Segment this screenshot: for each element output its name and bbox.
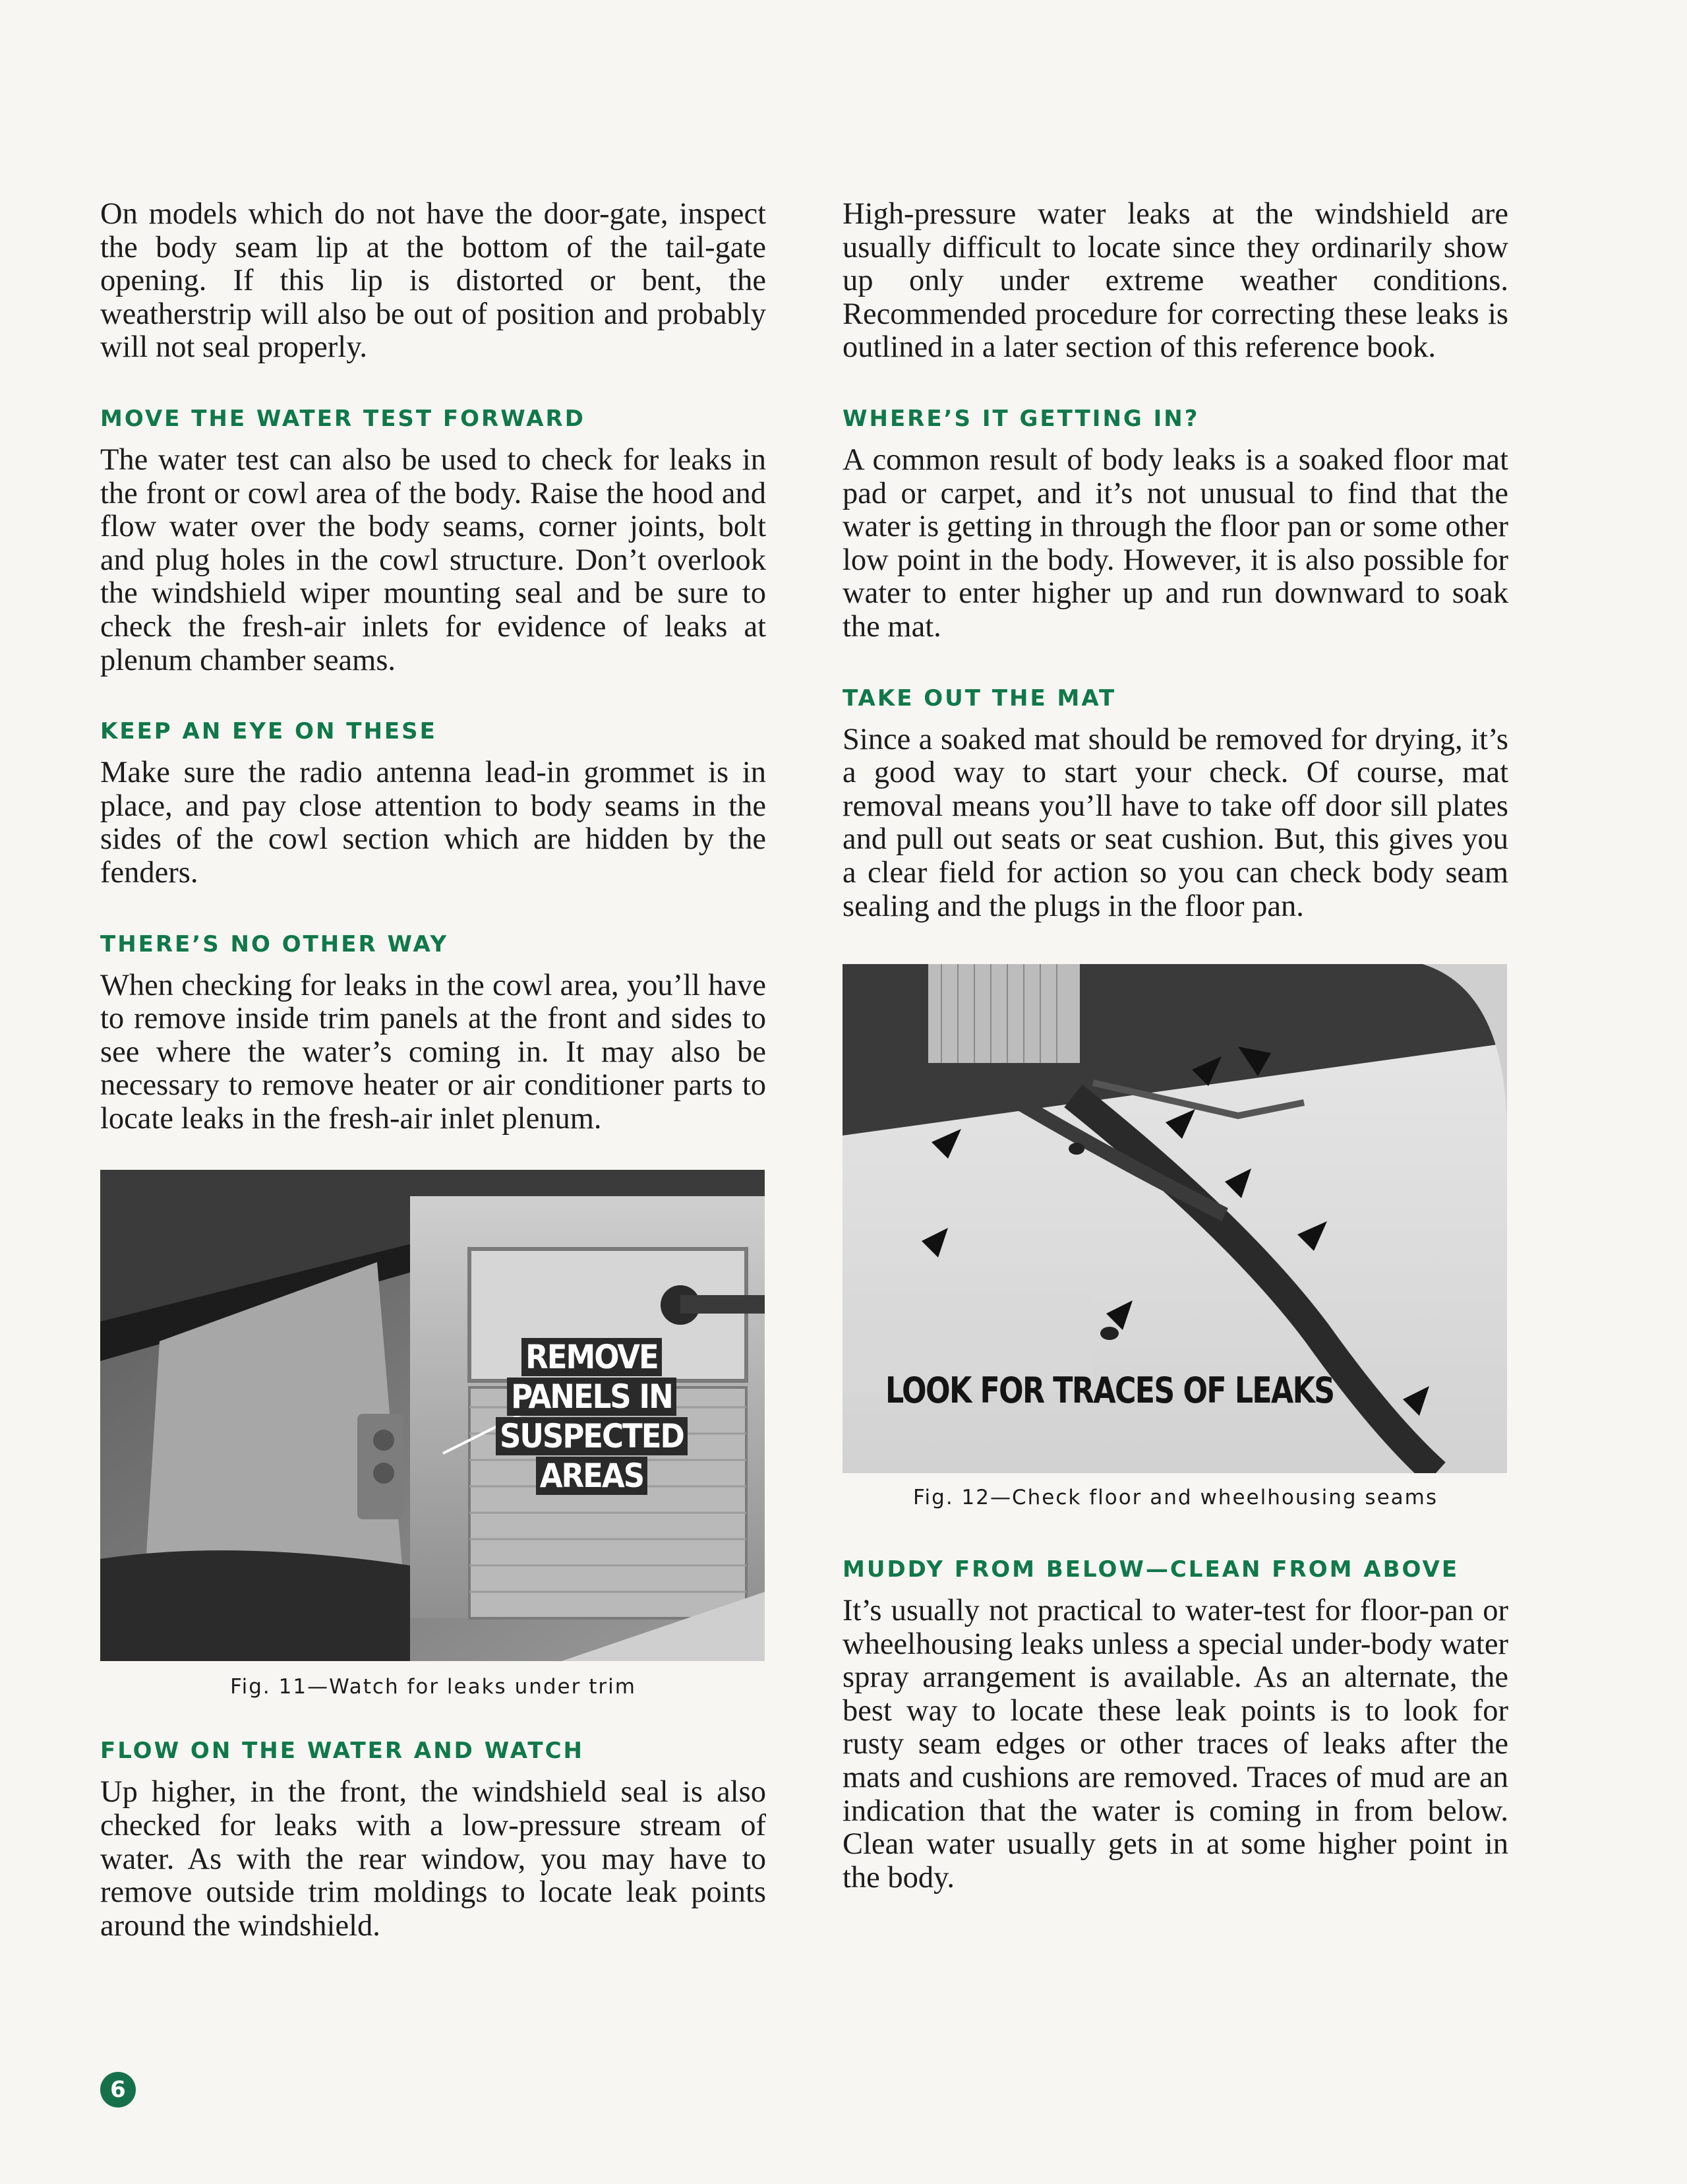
figure-12-photo	[843, 964, 1507, 1473]
fig12-label: LOOK FOR TRACES OF LEAKS	[885, 1370, 1334, 1412]
section-heading: TAKE OUT THE MAT	[843, 684, 1117, 712]
section-heading: THERE’S NO OTHER WAY	[100, 930, 449, 957]
callout-line: REMOVE	[521, 1338, 662, 1376]
callout-line: PANELS IN	[507, 1378, 676, 1416]
page-number-badge: 6	[100, 2072, 136, 2108]
paragraph: Make sure the radio antenna lead-in grommet is in place, and pay close attention to body seams in the sides of the cowl section which are hidden by the fenders.	[100, 756, 766, 890]
fig11-callout	[496, 1338, 688, 1496]
right-column	[843, 198, 1508, 1895]
section-heading: MUDDY FROM BELOW—CLEAN FROM ABOVE	[843, 1556, 1460, 1583]
section-heading: WHERE’S IT GETTING IN?	[843, 405, 1200, 432]
section-heading: KEEP AN EYE ON THESE	[100, 718, 437, 745]
paragraph: High-pressure water leaks at the windshield are usually difficult to locate since they ordinarily show up only under extreme weather conditions. Recommended procedure for correcting these leaks is outlined in a later section of this reference book.	[843, 197, 1508, 365]
paragraph: It’s usually not practical to water-test for floor-pan or wheelhousing leaks unless a special under-body water spray arrangement is available. As an alternate, the best way to locate these leak points is to look for rusty seam edges or other traces of leaks after the mats and cushions are removed. Traces of mud are an indication that the water is coming in from below. Clean water usually gets in at some higher point in the body.	[843, 1594, 1508, 1895]
figure-11-photo	[100, 1170, 765, 1661]
paragraph: Up higher, in the front, the windshield seal is also checked for leaks with a low-pressure stream of water. As with the rear window, you may have to remove outside trim moldings to locate leak points around the windshield.	[100, 1775, 766, 1943]
paragraph: The water test can also be used to check for leaks in the front or cowl area of the body. Raise the hood and flow water over the body seams, corner joints, bolt and plug holes in the cowl structure. Don’t overlook the windshield wiper mounting seal and be sure to check the fresh-air inlets for evidence of leaks at plenum chamber seams.	[100, 442, 766, 677]
left-column	[100, 198, 766, 1943]
figure-12-caption: Fig. 12—Check floor and wheelhousing seams	[912, 1486, 1438, 1510]
figure-11-caption: Fig. 11—Watch for leaks under trim	[230, 1675, 636, 1699]
paragraph: A common result of body leaks is a soaked floor mat pad or carpet, and it’s not unusual to find that the water is getting in through the floor pan or some other low point in the body. However, it is also possible for water to enter higher up and run downward to soak the mat.	[843, 442, 1508, 644]
paragraph: Since a soaked mat should be removed for drying, it’s a good way to start your check. Of course, mat removal means you’ll have to take off door sill plates and pull out seats or seat cushion. But, this gives you a clear field for action so you can check body seam sealing and the plugs in the floor pan.	[843, 722, 1508, 923]
paragraph: On models which do not have the door-gate, inspect the body seam lip at the bottom of the tail-gate opening. If this lip is distorted or bent, the weatherstrip will also be out of position and probably will not seal properly.	[100, 197, 766, 365]
callout-line: AREAS	[536, 1457, 647, 1495]
paragraph: When checking for leaks in the cowl area, you’ll have to remove inside trim panels at the front and sides to see where the water’s coming in. It may also be necessary to remove heater or air conditioner parts to locate leaks in the fresh-air inlet plenum.	[100, 968, 766, 1136]
section-heading: MOVE THE WATER TEST FORWARD	[100, 405, 585, 432]
section-heading: FLOW ON THE WATER AND WATCH	[100, 1738, 584, 1765]
callout-line: SUSPECTED	[496, 1417, 688, 1455]
